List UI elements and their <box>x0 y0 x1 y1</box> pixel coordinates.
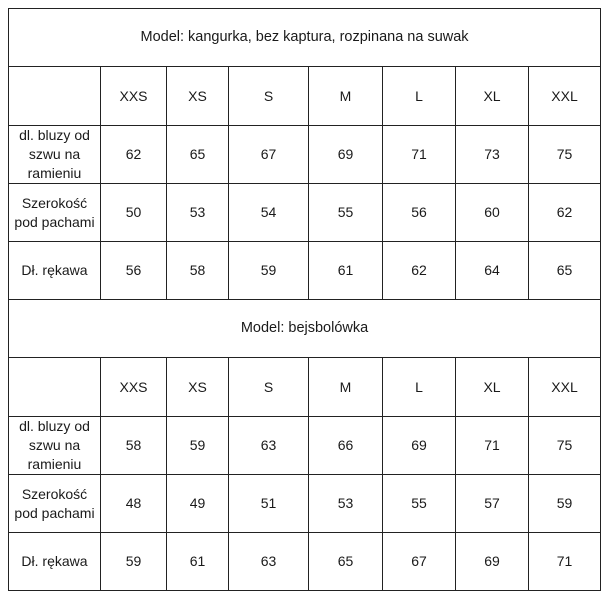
size-header: XXS <box>101 67 167 126</box>
size-header: L <box>383 67 456 126</box>
value-cell: 59 <box>229 242 309 300</box>
size-header: L <box>383 358 456 417</box>
header-empty-cell <box>9 358 101 417</box>
value-cell: 65 <box>167 126 229 184</box>
value-cell: 62 <box>529 184 601 242</box>
value-cell: 57 <box>456 475 529 533</box>
row-label: Szerokość pod pachami <box>9 184 101 242</box>
size-header: XXL <box>529 67 601 126</box>
value-cell: 58 <box>167 242 229 300</box>
value-cell: 71 <box>383 126 456 184</box>
size-header: M <box>309 358 383 417</box>
value-cell: 65 <box>529 242 601 300</box>
size-chart-table <box>8 8 601 591</box>
table-row <box>9 417 601 475</box>
value-cell: 55 <box>309 184 383 242</box>
value-cell: 62 <box>101 126 167 184</box>
size-header: S <box>229 358 309 417</box>
size-header: XXL <box>529 358 601 417</box>
value-cell: 63 <box>229 417 309 475</box>
value-cell: 50 <box>101 184 167 242</box>
value-cell: 61 <box>167 533 229 591</box>
value-cell: 73 <box>456 126 529 184</box>
size-header: S <box>229 67 309 126</box>
value-cell: 62 <box>383 242 456 300</box>
value-cell: 71 <box>529 533 601 591</box>
row-label: Dł. rękawa <box>9 242 101 300</box>
value-cell: 56 <box>101 242 167 300</box>
table-row <box>9 533 601 591</box>
size-header: XL <box>456 67 529 126</box>
model-title: Model: kangurka, bez kaptura, rozpinana na suwak <box>9 9 601 67</box>
header-empty-cell <box>9 67 101 126</box>
value-cell: 60 <box>456 184 529 242</box>
size-header: M <box>309 67 383 126</box>
table-row <box>9 184 601 242</box>
value-cell: 59 <box>167 417 229 475</box>
row-label: dl. bluzy od szwu na ramieniu <box>9 417 101 475</box>
value-cell: 61 <box>309 242 383 300</box>
table-row <box>9 242 601 300</box>
section-title-row <box>9 300 601 358</box>
table-row <box>9 126 601 184</box>
value-cell: 58 <box>101 417 167 475</box>
row-label: Dł. rękawa <box>9 533 101 591</box>
value-cell: 69 <box>383 417 456 475</box>
value-cell: 67 <box>229 126 309 184</box>
value-cell: 53 <box>167 184 229 242</box>
section-title-row <box>9 9 601 67</box>
value-cell: 54 <box>229 184 309 242</box>
value-cell: 69 <box>456 533 529 591</box>
value-cell: 71 <box>456 417 529 475</box>
value-cell: 51 <box>229 475 309 533</box>
value-cell: 49 <box>167 475 229 533</box>
model-title: Model: bejsbolówka <box>9 300 601 358</box>
size-header: XS <box>167 358 229 417</box>
row-label: Szerokość pod pachami <box>9 475 101 533</box>
value-cell: 65 <box>309 533 383 591</box>
size-header: XL <box>456 358 529 417</box>
value-cell: 66 <box>309 417 383 475</box>
value-cell: 59 <box>529 475 601 533</box>
size-header-row <box>9 67 601 126</box>
value-cell: 67 <box>383 533 456 591</box>
value-cell: 75 <box>529 126 601 184</box>
value-cell: 55 <box>383 475 456 533</box>
size-header-row <box>9 358 601 417</box>
size-header: XS <box>167 67 229 126</box>
row-label: dl. bluzy od szwu na ramieniu <box>9 126 101 184</box>
value-cell: 53 <box>309 475 383 533</box>
table-row <box>9 475 601 533</box>
value-cell: 63 <box>229 533 309 591</box>
value-cell: 48 <box>101 475 167 533</box>
value-cell: 69 <box>309 126 383 184</box>
value-cell: 64 <box>456 242 529 300</box>
size-header: XXS <box>101 358 167 417</box>
value-cell: 59 <box>101 533 167 591</box>
value-cell: 56 <box>383 184 456 242</box>
value-cell: 75 <box>529 417 601 475</box>
